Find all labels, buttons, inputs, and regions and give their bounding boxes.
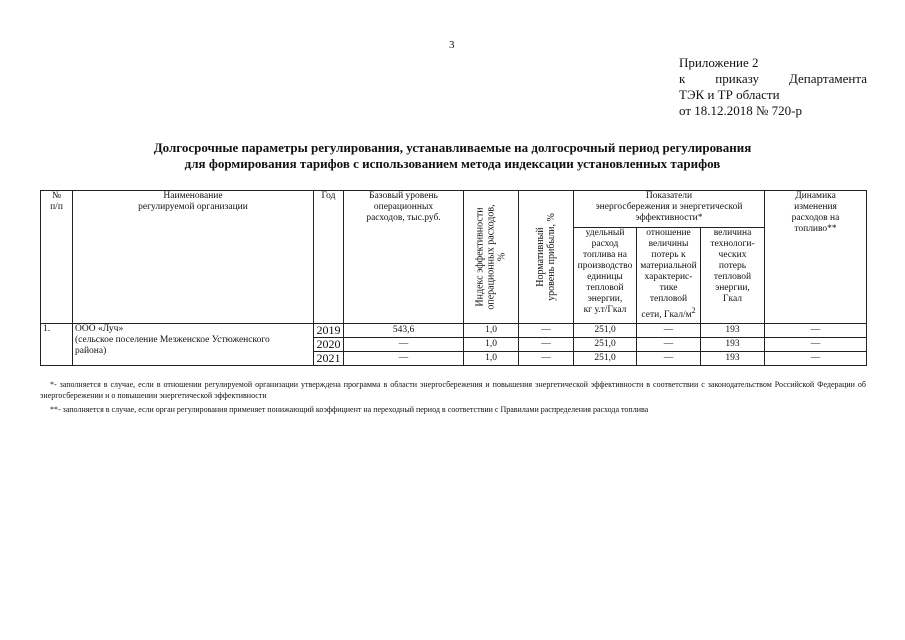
technological-losses-cell: 193 (701, 324, 765, 338)
header-text: потерь (718, 261, 747, 271)
year-cell: 2020 (314, 338, 344, 352)
header-base-expenses (344, 191, 464, 324)
header-text: расходов, тыс.руб. (366, 213, 441, 223)
efficiency-index-cell: 1,0 (464, 352, 519, 366)
header-text: характерис- (644, 272, 693, 282)
header-text: величины (648, 239, 689, 249)
header-org (73, 191, 314, 324)
header-year (314, 191, 344, 324)
profit-level-cell: — (519, 352, 574, 366)
header-text: тепловой (713, 272, 752, 282)
fuel-consumption-cell: 251,0 (574, 352, 637, 366)
fuel-dynamics-cell: — (765, 338, 867, 352)
profit-level-cell: — (519, 324, 574, 338)
header-technological-losses (701, 228, 765, 324)
header-text: технологи- (710, 239, 755, 249)
header-text (639, 305, 698, 321)
header-text: Базовый уровень (369, 191, 438, 201)
header-num (41, 191, 73, 324)
header-text: п/п (50, 202, 63, 212)
efficiency-index-cell: 1,0 (464, 338, 519, 352)
header-fuel-dynamics (765, 191, 867, 324)
header-text: единицы (587, 272, 623, 282)
header-text: расход (591, 239, 619, 249)
header-text: Динамика (795, 191, 836, 201)
appendix-block (679, 55, 867, 119)
organization-line: (сельское поселение Мезженское Устюженского (75, 335, 270, 345)
efficiency-index-cell: 1,0 (464, 324, 519, 338)
year-cell: 2019 (314, 324, 344, 338)
footnote-fuel-coefficient: **- заполняется в случае, если орган регулирования применяет понижающий коэффициент на переходный период в соответствии с Правилами распределения расхода топлива (50, 405, 649, 414)
organization-name (73, 324, 314, 366)
fuel-consumption-cell: 251,0 (574, 324, 637, 338)
header-text: Индекс эффективности (474, 207, 486, 307)
profit-level-cell: — (519, 338, 574, 352)
header-efficiency-index (464, 191, 519, 324)
appendix-line: к приказу Департамента (679, 71, 867, 86)
superscript: 2 (691, 306, 696, 315)
header-text: Гкал (723, 294, 743, 304)
header-text: Показатели (645, 191, 693, 201)
header-text: тепловой (649, 294, 688, 304)
appendix-line: ТЭК и ТР области (679, 87, 780, 102)
title-line: Долгосрочные параметры регулирования, устанавливаемые на долгосрочный период регулирования (153, 140, 752, 155)
header-text: материальной (640, 261, 697, 271)
loss-ratio-cell: — (637, 352, 701, 366)
header-text: кг у.т/Гкал (583, 305, 627, 315)
header-text: топлива на (583, 250, 627, 260)
header-profit-level (519, 191, 574, 324)
vertical-header-text (475, 204, 508, 309)
document-title (60, 140, 845, 172)
header-text: расходов на (791, 213, 840, 223)
header-text: операционных (373, 202, 434, 212)
header-text: № (51, 191, 62, 201)
row-number: 1. (41, 324, 73, 366)
header-text: производство (577, 261, 633, 271)
header-text: ческих (718, 250, 747, 260)
header-text: эффективности* (635, 213, 703, 223)
header-text: энергосбережения и энергетической (595, 202, 743, 212)
footnotes (40, 379, 866, 415)
header-text: потерь к (651, 250, 686, 260)
header-text: Нормативный (535, 227, 546, 287)
base-expenses-cell: — (344, 352, 464, 366)
organization-line: ООО «Луч» (75, 324, 124, 334)
loss-ratio-cell: — (637, 338, 701, 352)
header-text: энергии, (587, 294, 623, 304)
year-cell: 2021 (314, 352, 344, 366)
header-text: величина (713, 228, 752, 238)
title-line: для формирования тарифов с использованием метода индексации установленных тарифов (184, 156, 721, 171)
base-expenses-cell: 543,6 (344, 324, 464, 338)
header-text: регулируемой организации (138, 202, 248, 212)
header-energy-indicators (574, 191, 765, 228)
header-text: изменения (794, 202, 837, 212)
organization-line: района) (75, 346, 107, 356)
technological-losses-cell: 193 (701, 338, 765, 352)
header-text: операционных расходов, (485, 204, 497, 310)
header-text: % (496, 252, 508, 262)
header-loss-ratio (637, 228, 701, 324)
header-text: удельный (585, 228, 625, 238)
header-text-unit: сети, Гкал/м (641, 310, 692, 321)
appendix-line: от 18.12.2018 № 720-р (679, 103, 802, 118)
header-text: топливо** (794, 224, 837, 234)
header-text: уровень прибыли, % (546, 213, 557, 301)
header-text: Наименование (163, 191, 223, 201)
fuel-consumption-cell: 251,0 (574, 338, 637, 352)
page-number: 3 (449, 39, 455, 51)
header-row-top (41, 191, 867, 228)
base-expenses-cell: — (344, 338, 464, 352)
loss-ratio-cell: — (637, 324, 701, 338)
technological-losses-cell: 193 (701, 352, 765, 366)
appendix-line: Приложение 2 (679, 55, 759, 70)
header-text: энергии, (715, 283, 750, 293)
header-fuel-consumption (574, 228, 637, 324)
header-text: Год (321, 191, 336, 201)
header-text: тике (659, 283, 678, 293)
table-row (41, 324, 867, 338)
regulation-parameters-table (40, 190, 867, 366)
header-text: тепловой (586, 283, 624, 293)
vertical-header-text (535, 213, 557, 301)
fuel-dynamics-cell: — (765, 352, 867, 366)
footnote-energy-saving: *- заполняется в случае, если в отношении регулируемой организации утверждена программа в области энергосбережения и повышения энергетической эффективности в соответствии с законодательством Российской Федерации об энергосбережении и о повышении энергетической эффективности (40, 380, 866, 400)
header-text: отношение (646, 228, 691, 238)
fuel-dynamics-cell: — (765, 324, 867, 338)
